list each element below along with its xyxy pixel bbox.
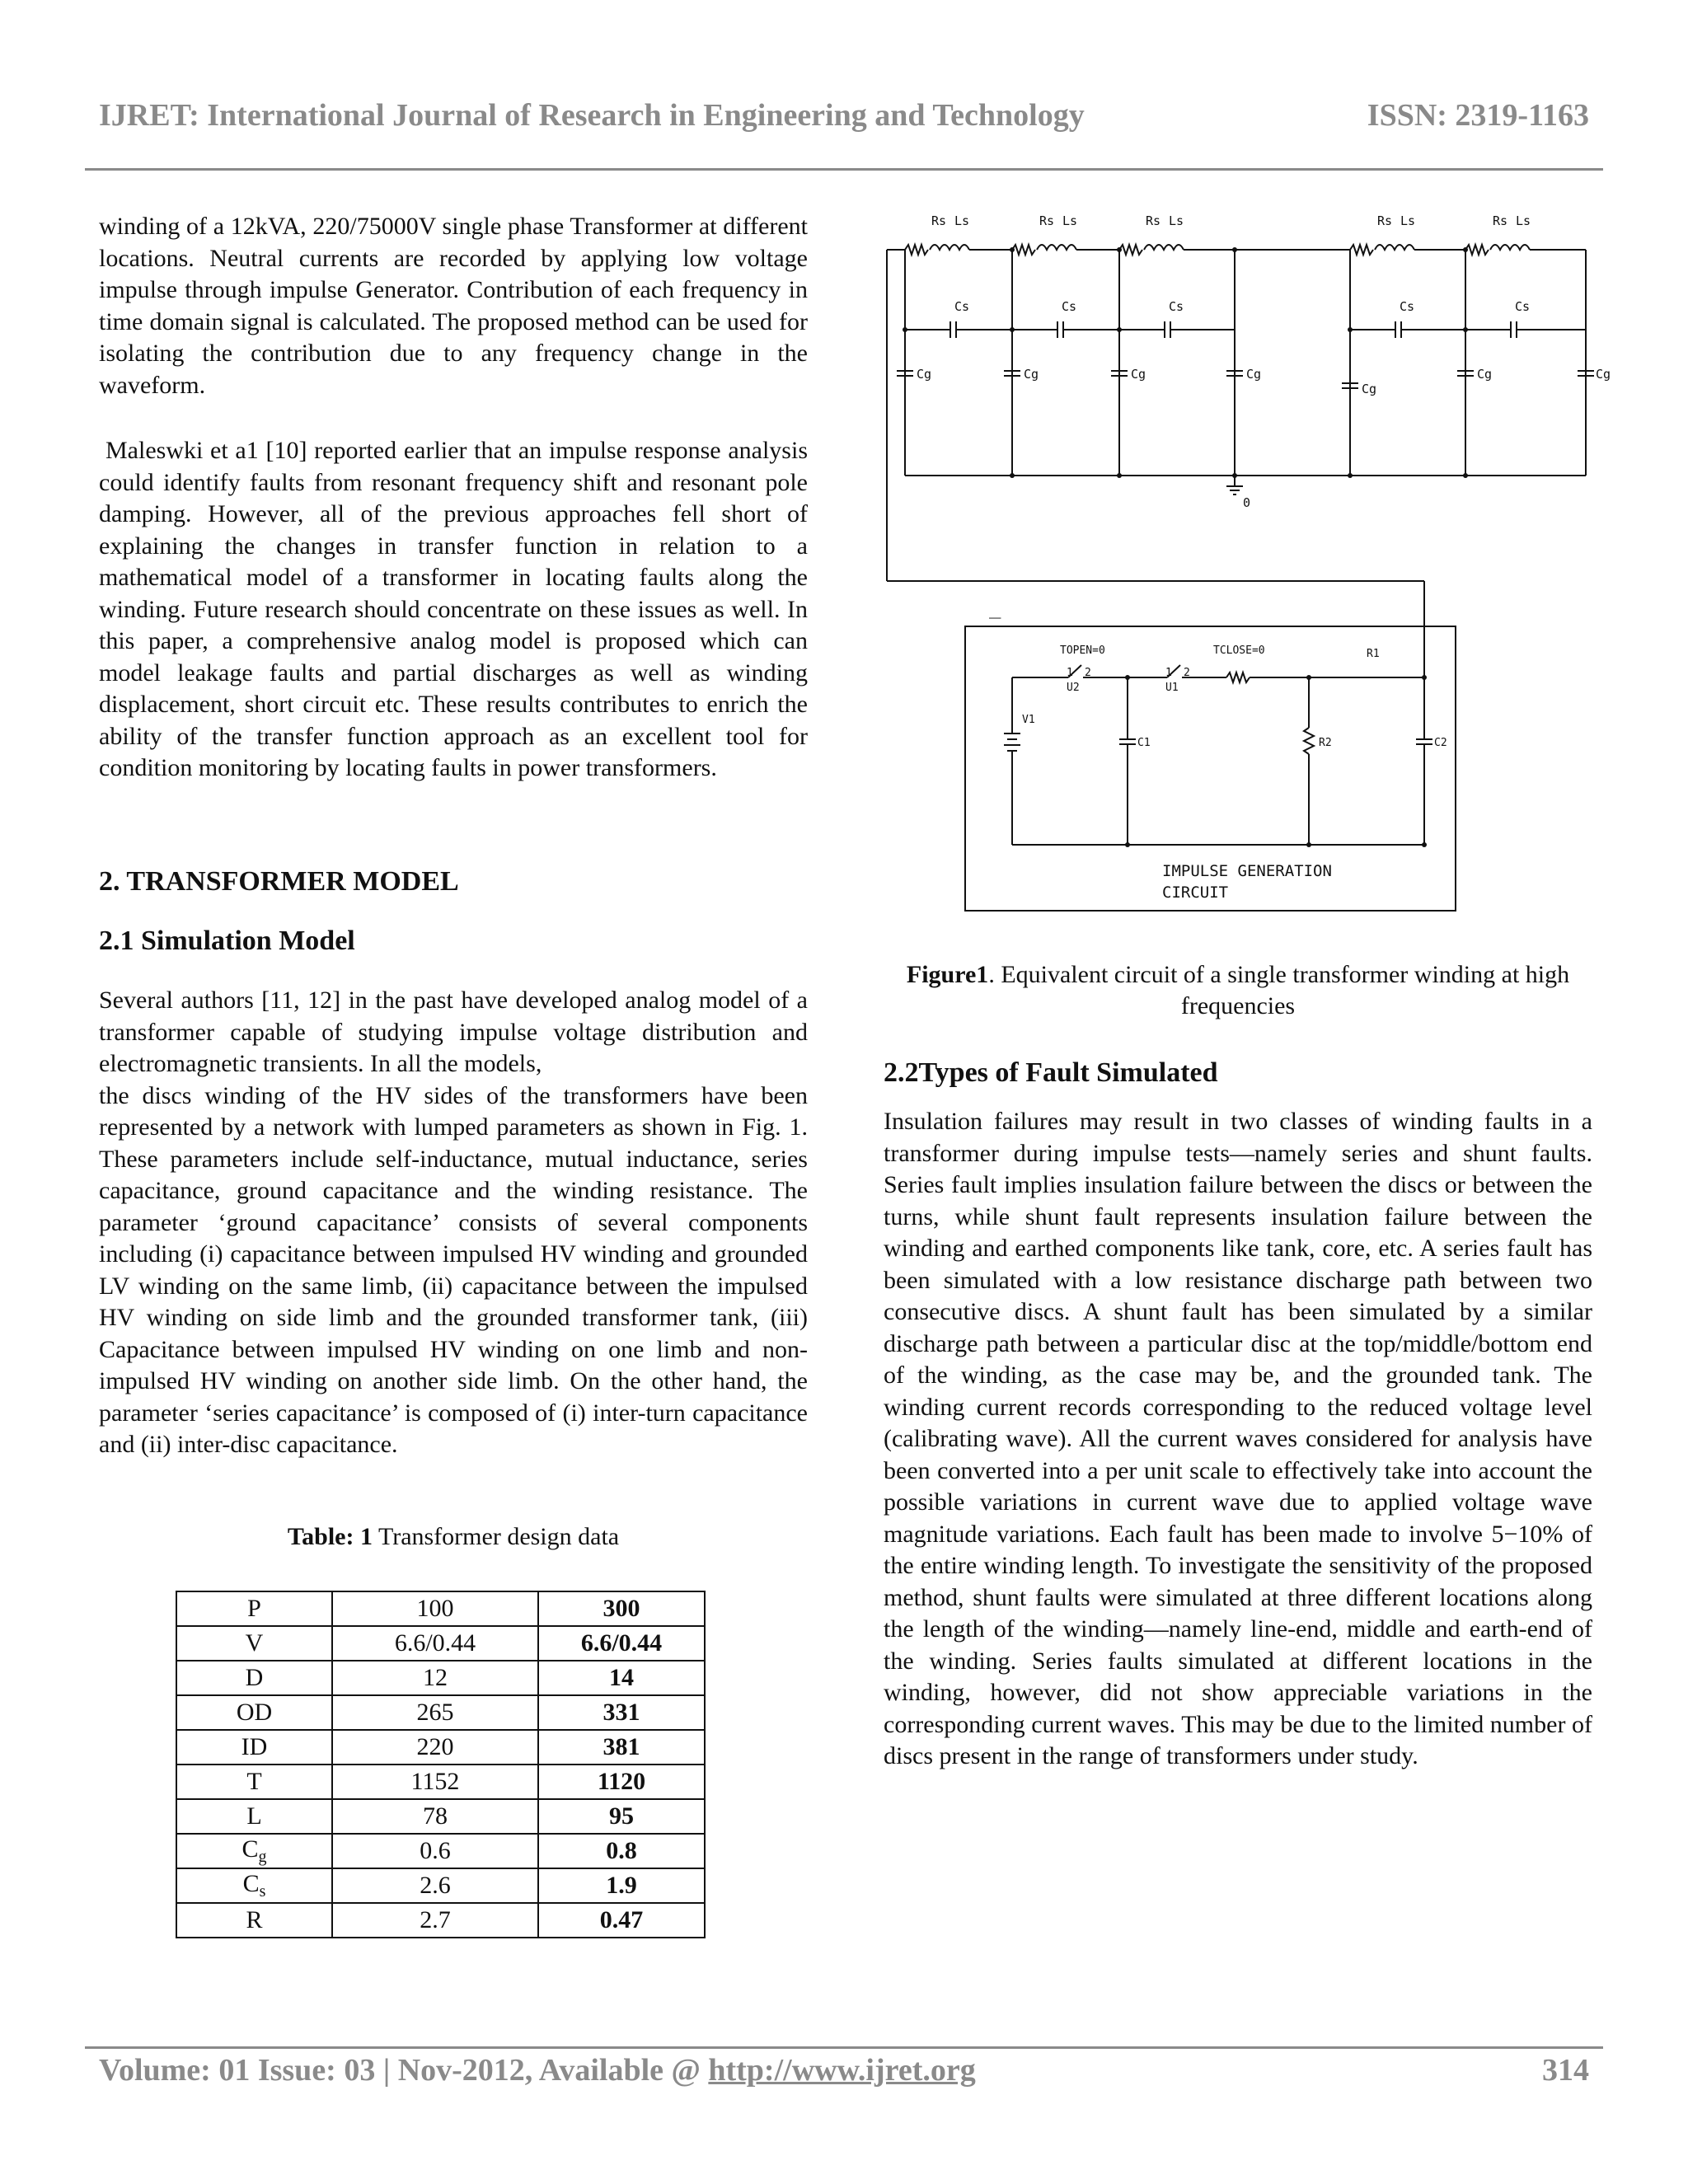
- parameter-symbol: C: [242, 1870, 260, 1897]
- figure-caption-label: Figure1: [906, 961, 989, 988]
- table-cell-value-b: 331: [538, 1695, 705, 1730]
- parameter-symbol: V: [245, 1629, 264, 1657]
- label-ls-1: Ls: [954, 213, 970, 228]
- table-cell-value-a: 220: [332, 1730, 538, 1765]
- table-cell-value-a: 2.7: [332, 1903, 538, 1938]
- table-cell-value-a: 265: [332, 1695, 538, 1730]
- footer-rule: [85, 2046, 1603, 2049]
- table-cell-parameter: [176, 1834, 332, 1868]
- parameter-symbol: P: [247, 1595, 261, 1622]
- table-cell-value-b: 14: [538, 1661, 705, 1695]
- label-u2-pin1: 1: [1067, 667, 1073, 679]
- issn: ISSN: 2319-1163: [1367, 98, 1589, 133]
- table-cell-value-b: 0.8: [538, 1834, 705, 1868]
- footer-text: Volume: 01 Issue: 03 | Nov-2012, Available @: [99, 2053, 709, 2088]
- paragraph-related-work: Maleswki et a1 [10] reported earlier that an impulse response analysis could identify faults from resonant frequency shift and resonant pole damping. However, all of the previous approaches fell short of explaining the changes in transfer function in relation to a mathematical model of a transformer in locating faults along the winding. Future research should concentrate on these issues as well. In this paper, a comprehensive analog model is proposed which can model leakage faults and partial discharges as well as winding displacement, short circuit etc. These results contributes to enrich the ability of the transfer function approach as an excellent tool for condition monitoring by locating faults in power transformers.: [99, 437, 808, 781]
- table-cell-value-a: 78: [332, 1799, 538, 1834]
- footer-volume: [99, 2052, 976, 2088]
- label-ground-zero: 0: [1243, 495, 1251, 510]
- label-rs-1: Rs: [931, 213, 947, 228]
- parameter-subscript: g: [258, 1848, 267, 1866]
- table-row: [176, 1868, 705, 1903]
- label-cg-3: Cg: [1131, 367, 1146, 382]
- circuit-labels: [917, 213, 1611, 902]
- table-cell-value-b: 300: [538, 1591, 705, 1626]
- label-cg-7: Cg: [1596, 367, 1611, 382]
- table-cell-value-a: 1152: [332, 1765, 538, 1799]
- table-cell-value-a: 12: [332, 1661, 538, 1695]
- paragraph-simulation-model: [99, 985, 808, 1461]
- section-heading: 2. TRANSFORMER MODEL: [99, 866, 459, 897]
- design-data-table: [176, 1591, 706, 1938]
- paragraph-intro: winding of a 12kVA, 220/75000V single phase Transformer at different locations. Neutral currents are recorded by applying low voltage impulse through impulse Generator. Contribution of each frequency in time domain signal is calculated. The proposed method can be used for isolating the contribution due to any frequency change in the waveform.: [99, 213, 808, 399]
- journal-title: IJRET: International Journal of Research in Engineering and Technology: [99, 98, 1085, 133]
- label-impulse-line2: CIRCUIT: [1162, 883, 1229, 902]
- table-row: [176, 1626, 705, 1661]
- figure-caption-text: . Equivalent circuit of a single transformer winding at high frequencies: [988, 961, 1570, 1019]
- journal-link[interactable]: http://www.ijret.org: [708, 2053, 976, 2088]
- table-row: [176, 1661, 705, 1695]
- label-c2: C2: [1434, 737, 1447, 749]
- table-caption: [99, 1523, 808, 1551]
- subsection-heading-faults: 2.2Types of Fault Simulated: [884, 1057, 1218, 1088]
- table-cell-value-a: 2.6: [332, 1868, 538, 1903]
- table-row: [176, 1730, 705, 1765]
- label-u2: U2: [1067, 682, 1080, 694]
- table-cell-parameter: [176, 1765, 332, 1799]
- table-cell-parameter: [176, 1730, 332, 1765]
- junction-dots: [903, 247, 1468, 847]
- label-cg-4: Cg: [1246, 367, 1262, 382]
- equivalent-circuit-figure: [880, 202, 1614, 927]
- table-row: [176, 1695, 705, 1730]
- label-r1: R1: [1367, 648, 1380, 660]
- table-cell-value-b: 381: [538, 1730, 705, 1765]
- table-row: [176, 1765, 705, 1799]
- label-dash: _: [989, 596, 1001, 619]
- label-u1-pin2: 2: [1184, 667, 1190, 679]
- table-caption-label: Table: 1: [287, 1523, 373, 1550]
- table-cell-value-a: 6.6/0.44: [332, 1626, 538, 1661]
- paragraph-fault-types: Insulation failures may result in two classes of winding faults in a transformer during impulse tests—namely series and shunt faults. Series fault implies insulation failure between the discs or between the turns, while shunt fault represents insulation failure between the winding and earthed components like tank, core, etc. A series fault has been simulated with a low resistance discharge path between two consecutive discs. A shunt fault has been simulated by a similar discharge path between a particular disc at the top/middle/bottom end of the winding, as the case may be, and the grounded tank. The winding current records corresponding to the reduced voltage level (calibrating wave). All the current waves considered for analysis have been converted into a per unit scale to effectively take into account the possible variations in current wave due to applied voltage wave magnitude variations. Each fault has been made to involve 5−10% of the entire winding length. To investigate the sensitivity of the proposed method, shunt faults were simulated at three different locations along the length of the winding—namely line-end, middle and earth-end of the winding. Series faults simulated at different locations in the winding, however, did not show appreciable variations in the corresponding current waves. This may be due to the limited number of discs present in the range of transformers under study.: [884, 1108, 1592, 1769]
- table-cell-value-b: 1.9: [538, 1868, 705, 1903]
- table-cell-value-b: 0.47: [538, 1903, 705, 1938]
- label-cs-1: Cs: [954, 299, 970, 314]
- parameter-symbol: R: [246, 1906, 263, 1933]
- label-c1: C1: [1137, 737, 1151, 749]
- label-cg-2: Cg: [1024, 367, 1039, 382]
- table-cell-parameter: [176, 1799, 332, 1834]
- label-rs-3: Rs: [1146, 213, 1161, 228]
- table-cell-parameter: [176, 1695, 332, 1730]
- parameter-symbol: C: [241, 1835, 259, 1863]
- circuit-wires: [887, 245, 1586, 911]
- label-impulse-line1: IMPULSE GENERATION: [1162, 862, 1332, 880]
- paragraph-simulation-part1: Several authors [11, 12] in the past have developed analog model of a transformer capable of studying impulse voltage distribution and electromagnetic transients. In all the models,: [99, 987, 808, 1077]
- label-cs-5: Cs: [1515, 299, 1531, 314]
- table-caption-text: Transformer design data: [372, 1523, 620, 1550]
- table-cell-value-b: 1120: [538, 1765, 705, 1799]
- table-row: [176, 1834, 705, 1868]
- label-ls-2: Ls: [1062, 213, 1078, 228]
- table-cell-value-a: 0.6: [332, 1834, 538, 1868]
- header-rule: [85, 168, 1603, 171]
- label-v1: V1: [1022, 714, 1035, 726]
- parameter-symbol: D: [245, 1664, 264, 1691]
- label-r2: R2: [1319, 737, 1332, 749]
- table-row: [176, 1799, 705, 1834]
- figure-caption: [884, 959, 1592, 1022]
- label-ls-4: Ls: [1400, 213, 1416, 228]
- label-cs-4: Cs: [1400, 299, 1415, 314]
- table-cell-parameter: [176, 1868, 332, 1903]
- parameter-subscript: s: [259, 1882, 266, 1900]
- label-ls-3: Ls: [1169, 213, 1184, 228]
- table-row: [176, 1903, 705, 1938]
- label-u1: U1: [1165, 682, 1179, 694]
- page-number: 314: [1542, 2053, 1589, 2088]
- table-cell-value-b: 6.6/0.44: [538, 1626, 705, 1661]
- table-cell-value-b: 95: [538, 1799, 705, 1834]
- label-cg-6: Cg: [1477, 367, 1493, 382]
- label-tclose: TCLOSE=0: [1213, 644, 1265, 657]
- label-cg-1: Cg: [917, 367, 932, 382]
- label-cs-3: Cs: [1169, 299, 1184, 314]
- parameter-symbol: L: [246, 1802, 262, 1830]
- label-ls-5: Ls: [1516, 213, 1531, 228]
- label-rs-4: Rs: [1377, 213, 1393, 228]
- subsection-heading-simulation: 2.1 Simulation Model: [99, 926, 355, 956]
- table-cell-parameter: [176, 1903, 332, 1938]
- table-cell-value-a: 100: [332, 1591, 538, 1626]
- label-topen: TOPEN=0: [1060, 644, 1105, 657]
- paragraph-simulation-part2: the discs winding of the HV sides of the transformers have been represented by a network with lumped parameters as shown in Fig. 1. These parameters include self-inductance, mutual inductance, series capacitance, ground capacitance and the winding resistance. The parameter ‘ground capacitance’ consists of several components including (i) capacitance between impulsed HV winding and grounded LV winding on the same limb, (ii) capacitance between the impulsed HV winding on side limb and the grounded transformer tank, (iii) Capacitance between impulsed HV winding on one limb and non-impulsed HV winding on another side limb. On the other hand, the parameter ‘series capacitance’ is composed of (i) inter-turn capacitance and (ii) inter-disc capacitance.: [99, 1081, 808, 1458]
- label-cs-2: Cs: [1062, 299, 1077, 314]
- label-rs-2: Rs: [1039, 213, 1055, 228]
- parameter-symbol: OD: [236, 1699, 273, 1726]
- label-cg-5: Cg: [1362, 382, 1377, 396]
- table-row: [176, 1591, 705, 1626]
- label-u2-pin2: 2: [1085, 667, 1091, 679]
- parameter-symbol: T: [246, 1768, 262, 1795]
- table-cell-parameter: [176, 1661, 332, 1695]
- label-rs-5: Rs: [1493, 213, 1508, 228]
- table-cell-parameter: [176, 1591, 332, 1626]
- label-u1-pin1: 1: [1165, 667, 1172, 679]
- table-cell-parameter: [176, 1626, 332, 1661]
- parameter-symbol: ID: [241, 1733, 268, 1760]
